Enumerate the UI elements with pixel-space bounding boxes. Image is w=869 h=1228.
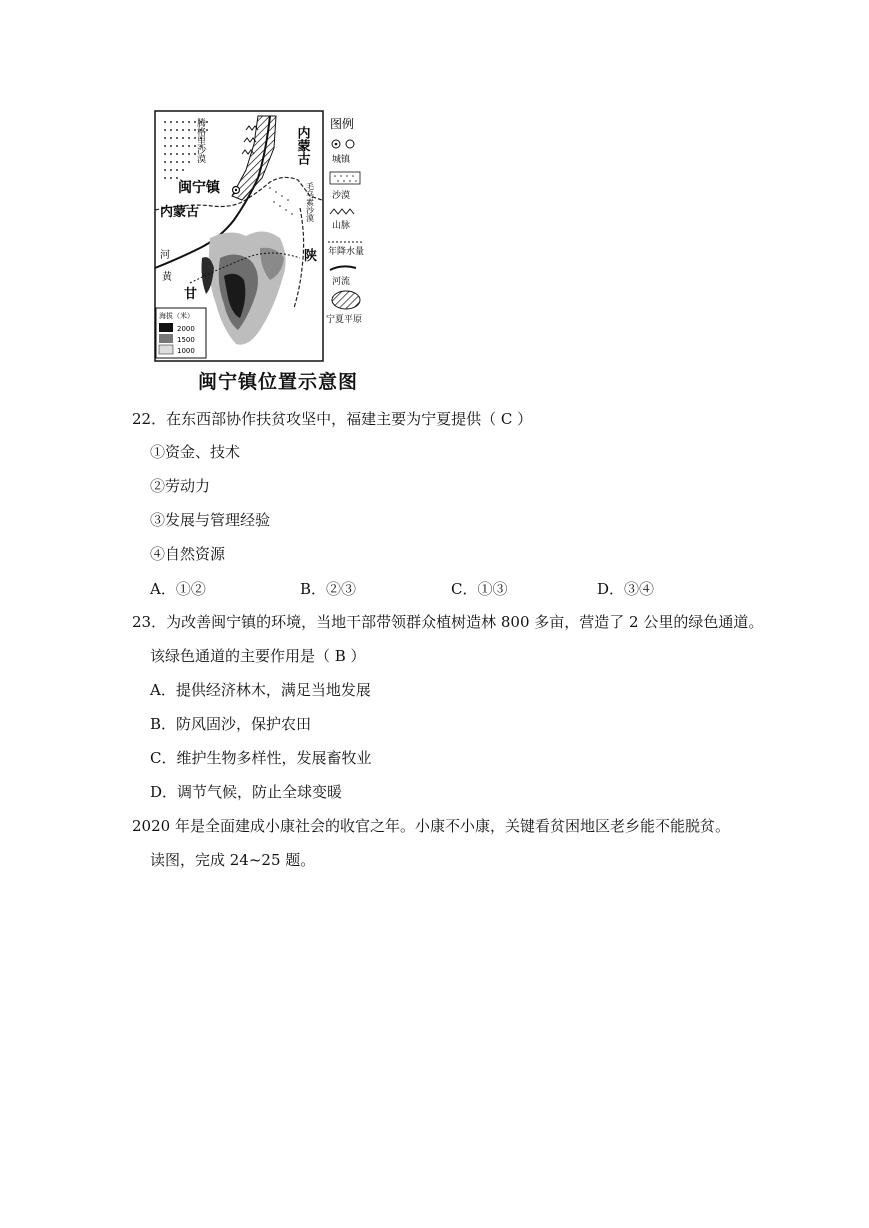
legend-title: 图例 [330, 117, 355, 131]
label-gansu: 甘 [184, 287, 198, 302]
label-shaanxi: 陕 [304, 249, 318, 264]
q22-option-b: B．②③ [300, 580, 357, 598]
q22-item-2: ②劳动力 [150, 477, 211, 495]
elevation-level-2: 1500 [177, 336, 195, 344]
legend-river: 河流 [332, 277, 351, 287]
elevation-title: 海拔（米） [159, 312, 194, 320]
intro-line-1: 2020 年是全面建成小康社会的收官之年。小康不小康，关键看贫困地区老乡能不能脱贫。 [132, 817, 730, 835]
map-caption: 闽宁镇位置示意图 [198, 371, 359, 393]
legend-plain: 宁夏平原 [326, 315, 363, 325]
minning-location-map [150, 108, 386, 398]
q22-item-1: ①资金、技术 [150, 443, 241, 461]
legend-desert: 沙漠 [332, 191, 351, 201]
q23-stem-2: 该绿色通道的主要作用是（ B ） [150, 647, 366, 665]
q22-item-4: ④自然资源 [150, 545, 226, 563]
q23-option-d: D．调节气候，防止全球变暖 [150, 783, 343, 801]
q22-option-a: A．①② [150, 580, 206, 598]
map-figure [150, 108, 386, 366]
q22-stem: 22．在东西部协作扶贫攻坚中，福建主要为宁夏提供（ C ） [132, 410, 533, 428]
q23-stem: 23．为改善闽宁镇的环境，当地干部带领群众植树造林 800 多亩，营造了 2 公里的绿色通道。 [132, 613, 764, 631]
q22-item-3: ③发展与管理经验 [150, 511, 271, 529]
label-minning: 闽宁镇 [178, 180, 220, 196]
label-tengger-desert: 腾格里沙漠 [195, 118, 205, 163]
legend-town: 城镇 [332, 155, 351, 165]
elevation-level-1: 2000 [177, 325, 195, 333]
label-inner-mongolia-w: 内蒙古 [160, 205, 200, 220]
legend-rainfall: 年降水量 [328, 247, 365, 257]
label-river-2: 黄 [162, 272, 172, 283]
elevation-legend [156, 308, 206, 358]
q23-option-b: B．防风固沙，保护农田 [150, 715, 312, 733]
q22-option-c: C．①③ [451, 580, 508, 598]
q23-option-a: A．提供经济林木，满足当地发展 [150, 681, 371, 699]
intro-line-2: 读图，完成 24~25 题。 [150, 851, 316, 869]
label-mu-us-desert: 毛乌素沙漠 [305, 182, 315, 222]
label-river: 河 [160, 250, 170, 261]
q22-option-d: D．③④ [597, 580, 655, 598]
map-legend [326, 116, 364, 325]
q23-option-c: C．维护生物多样性，发展畜牧业 [150, 749, 372, 767]
legend-mountain: 山脉 [332, 221, 351, 231]
label-inner-mongolia-ne: 内蒙古 [294, 126, 310, 165]
elevation-level-3: 1000 [177, 347, 195, 355]
q22-options [150, 578, 710, 598]
